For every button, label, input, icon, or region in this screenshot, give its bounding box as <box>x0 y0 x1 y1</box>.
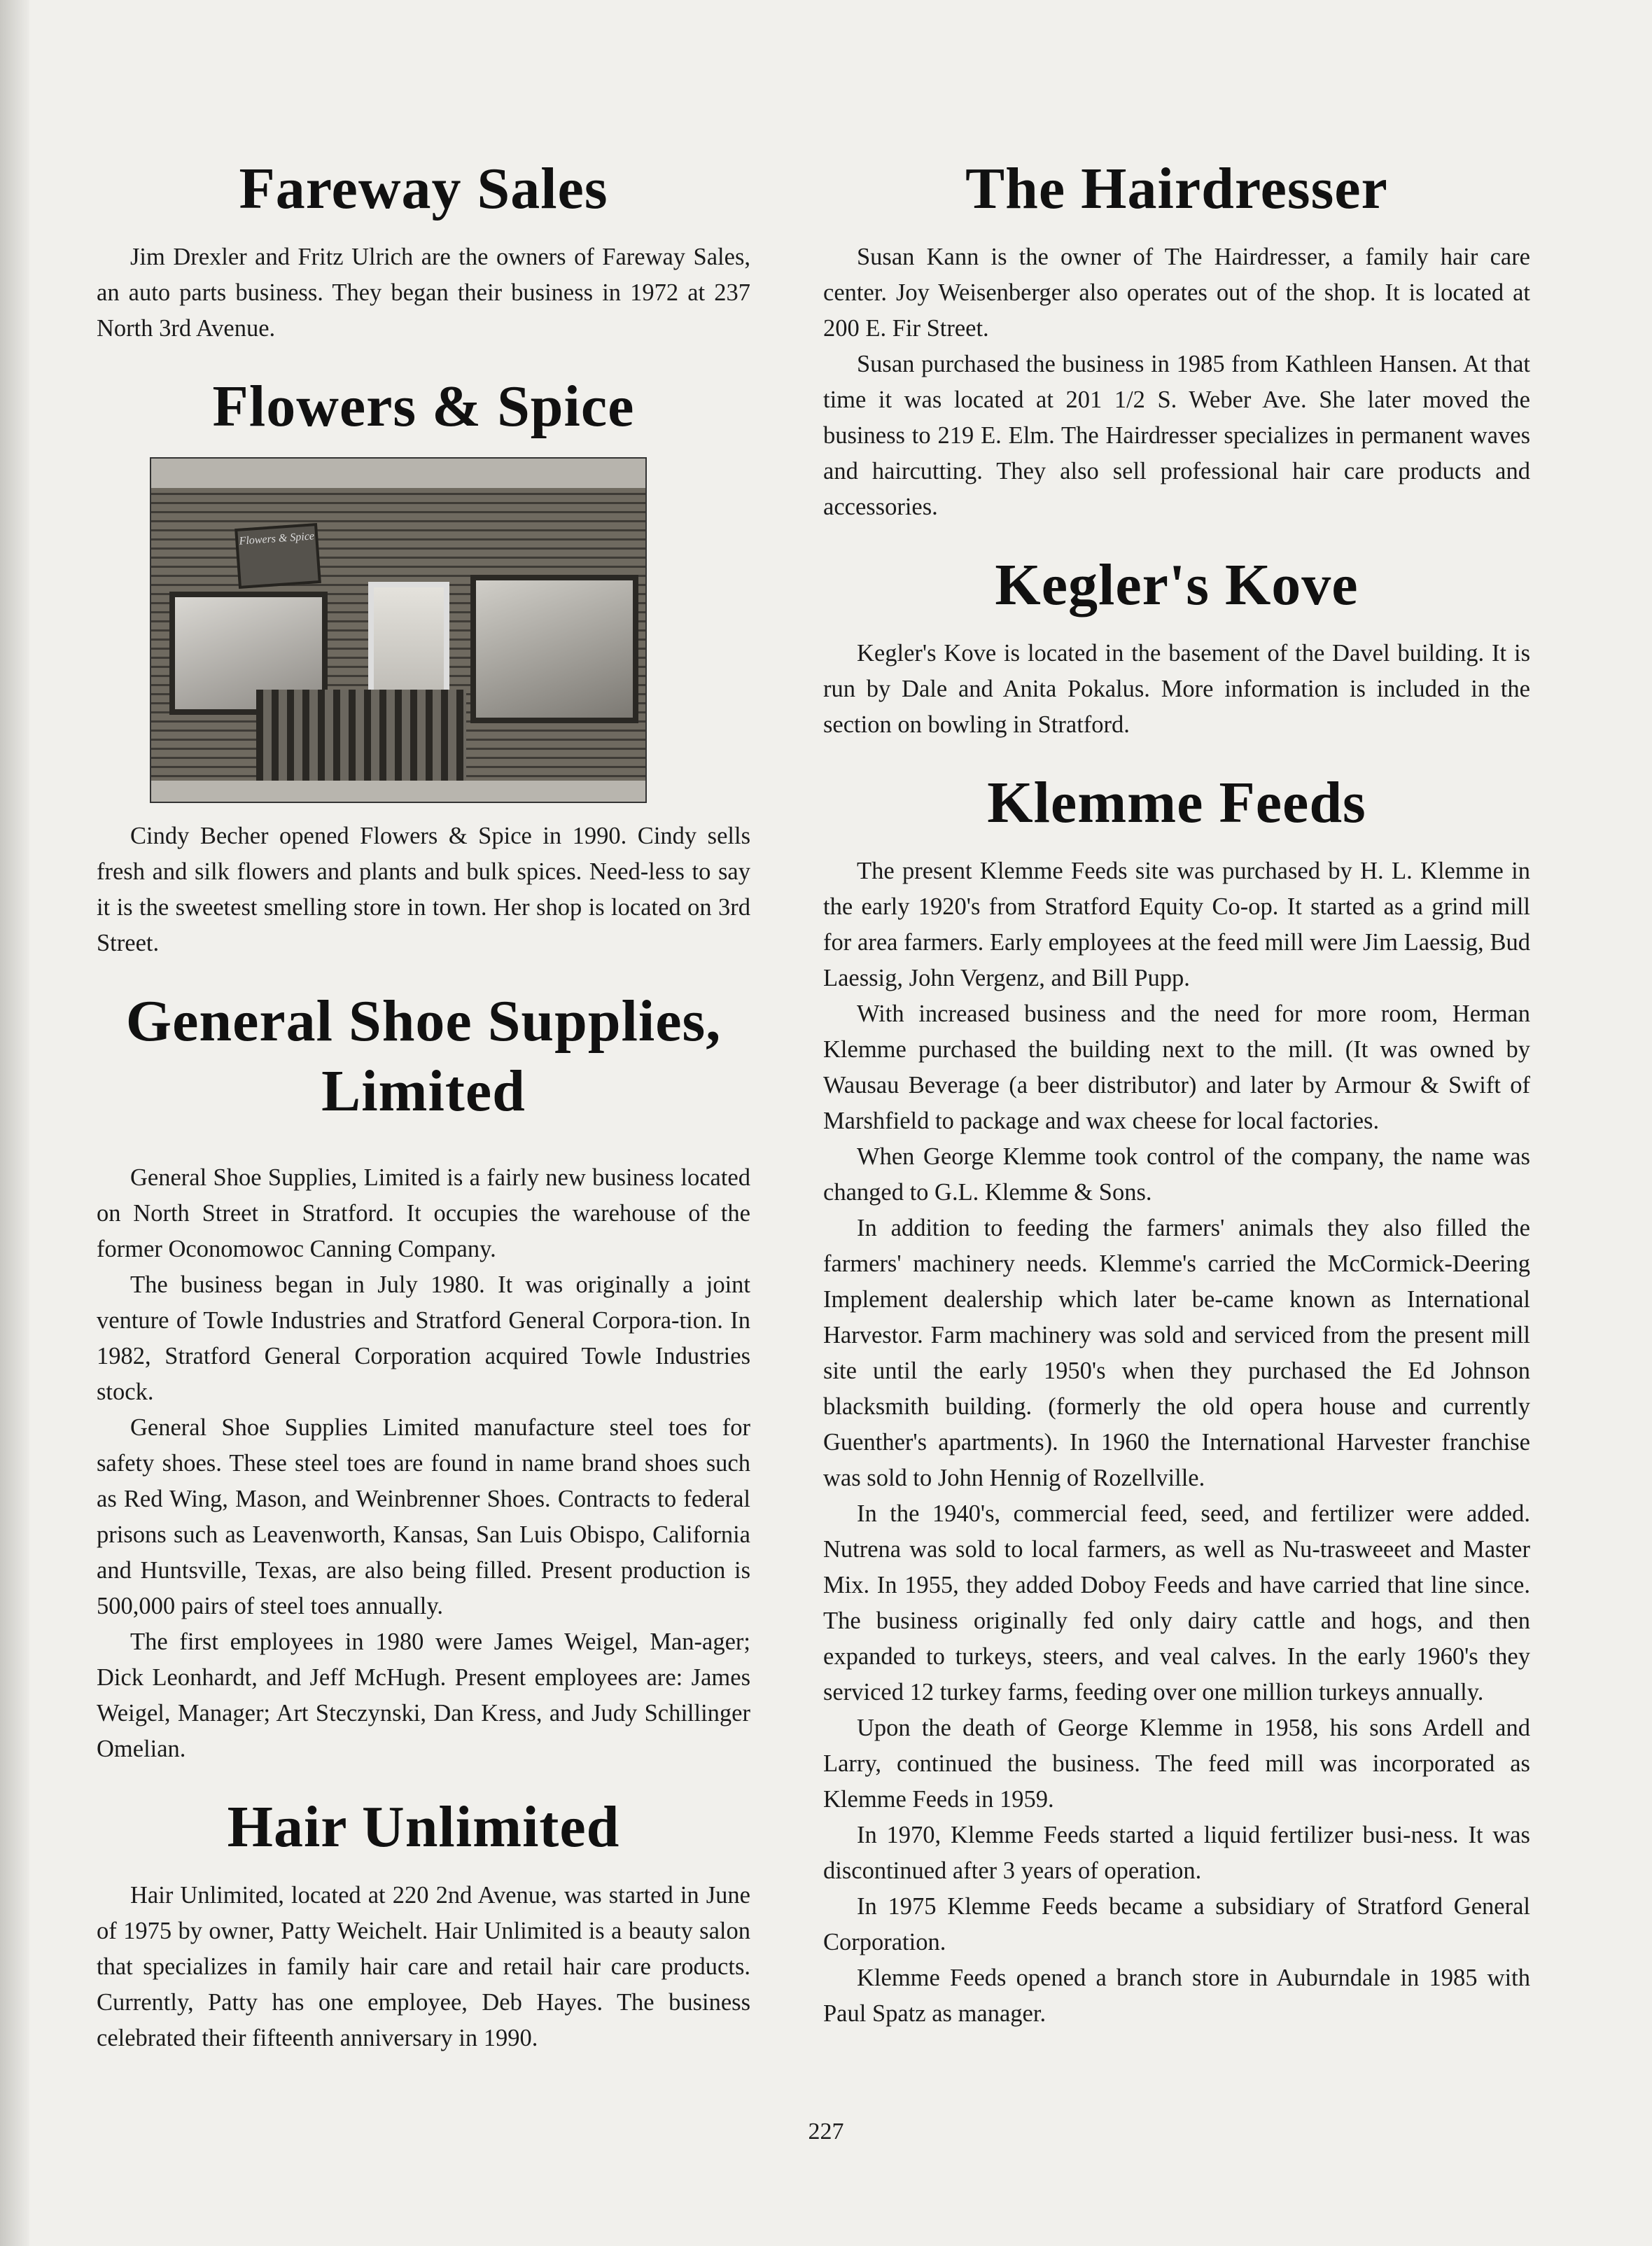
section-keglers-kove <box>823 550 1530 743</box>
section-the-hairdresser <box>823 154 1530 525</box>
paragraph: Susan Kann is the owner of The Hairdresser, a family hair care center. Joy Weisenberger also operates out of the shop. It is located at 200 E. Fir Street. <box>823 244 1530 342</box>
paragraph: The business began in July 1980. It was originally a joint venture of Towle Industries and Stratford General Corpora-tion. In 1982, Stratford General Corporation acquired Towle Industries stock. <box>97 1271 750 1405</box>
heading-fareway-sales: Fareway Sales <box>239 156 608 221</box>
paragraph: Hair Unlimited, located at 220 2nd Avenue, was started in June of 1975 by owner, Patty Weichelt. Hair Unlimited is a beauty salon that specializes in family hair care and retail hair care products. Currently, Patty has one employee, Deb Hayes. The business celebrated their fifteenth anniversary in 1990. <box>97 1882 750 2051</box>
paragraph: The first employees in 1980 were James Weigel, Man-ager; Dick Leonhardt, and Jeff McHugh. Present employees are: James Weigel, Manager; Art Steczynski, Dan Kress, and Judy Schillinger Omelian. <box>97 1628 750 1762</box>
paragraph: The present Klemme Feeds site was purchased by H. L. Klemme in the early 1920's from Stratford Equity Co-op. It started as a grind mill for area farmers. Early employees at the feed mill were Jim Laessig, Bud Laessig, John Vergenz, and Bill Pupp. <box>823 858 1530 991</box>
paragraph: Susan purchased the business in 1985 from Kathleen Hansen. At that time it was located at 201 1/2 S. Weber Ave. She later moved the business to 219 E. Elm. The Hairdresser specializes in permanent waves and haircutting. They also sell professional hair care products and accessories. <box>823 351 1530 520</box>
paragraph: Jim Drexler and Fritz Ulrich are the owners of Fareway Sales, an auto parts business. They began their business in 1972 at 237 North 3rd Avenue. <box>97 244 750 342</box>
paragraph: Kegler's Kove is located in the basement of the Davel building. It is run by Dale and Anita Pokalus. More information is included in the section on bowling in Stratford. <box>823 640 1530 738</box>
storefront-photo <box>150 457 647 803</box>
heading-flowers-spice: Flowers & Spice <box>212 374 635 439</box>
shop-sign: Flowers & Spice <box>234 523 321 589</box>
heading-the-hairdresser: The Hairdresser <box>965 156 1388 221</box>
section-fareway-sales <box>97 154 750 347</box>
heading-klemme-feeds: Klemme Feeds <box>987 770 1366 835</box>
paragraph: Cindy Becher opened Flowers & Spice in 1990. Cindy sells fresh and silk flowers and plants and bulk spices. Need-less to say it is the sweetest smelling store in town. Her shop is located on 3rd Street. <box>97 823 750 956</box>
section-general-shoe-supplies <box>97 986 750 1767</box>
paragraph: In 1970, Klemme Feeds started a liquid fertilizer busi-ness. It was discontinued after 3 years of operation. <box>823 1822 1530 1884</box>
section-klemme-feeds <box>823 768 1530 2032</box>
section-hair-unlimited <box>97 1792 750 2056</box>
shop-window-right <box>470 575 638 723</box>
paragraph: In 1975 Klemme Feeds became a subsidiary of Stratford General Corporation. <box>823 1893 1530 1955</box>
right-column <box>823 154 1530 2057</box>
paragraph: In addition to feeding the farmers' animals they also filled the farmers' machinery needs. Klemme's carried the McCormick-Deering Implement dealership which later be-came known as International Harvestor. Farm machinery was sold and serviced from the present mill site until the early 1950's when they purchased the Ed Johnson blacksmith building. (formerly the old opera house and currently Guenther's apartments). In 1960 the International Harvester franchise was sold to John Hennig of Rozellville. <box>823 1215 1530 1491</box>
paragraph: Klemme Feeds opened a branch store in Auburndale in 1985 with Paul Spatz as manager. <box>823 1965 1530 2027</box>
heading-general-shoe-supplies: General Shoe Supplies, Limited <box>125 989 722 1124</box>
page-number: 227 <box>808 2119 844 2144</box>
paragraph: Upon the death of George Klemme in 1958, his sons Ardell and Larry, continued the business. The feed mill was incorporated as Klemme Feeds in 1959. <box>823 1715 1530 1813</box>
section-flowers-spice <box>97 372 750 961</box>
paragraph: General Shoe Supplies Limited manufacture steel toes for safety shoes. These steel toes are found in name brand shoes such as Red Wing, Mason, and Weinbrenner Shoes. Contracts to federal prisons such as Leavenworth, Kansas, San Luis Obispo, California and Huntsville, Texas, are also being filled. Present production is 500,000 pairs of steel toes annually. <box>97 1414 750 1619</box>
paragraph: General Shoe Supplies, Limited is a fairly new business located on North Street in Stratford. It occupies the warehouse of the former Oconomowoc Canning Company. <box>97 1164 750 1262</box>
heading-keglers-kove: Kegler's Kove <box>995 552 1359 618</box>
paragraph: In the 1940's, commercial feed, seed, and fertilizer were added. Nutrena was sold to local farmers, as well as Nu-trasweeet and Master Mix. In 1955, they added Doboy Feeds and have carried that line since. The business originally fed only dairy cattle and hogs, and then expanded to turkeys, steers, and veal calves. In the early 1960's they serviced 12 turkey farms, feeding over one million turkeys annually. <box>823 1500 1530 1706</box>
left-column <box>97 154 750 2081</box>
heading-hair-unlimited: Hair Unlimited <box>227 1794 620 1860</box>
page-binding-edge <box>0 0 29 2246</box>
paragraph: With increased business and the need for more room, Herman Klemme purchased the building next to the mill. (It was owned by Wausau Beverage (a beer distributor) and later by Armour & Swift of Marshfield to package and wax cheese for local factories. <box>823 1000 1530 1134</box>
paragraph: When George Klemme took control of the company, the name was changed to G.L. Klemme & Sons. <box>823 1143 1530 1206</box>
